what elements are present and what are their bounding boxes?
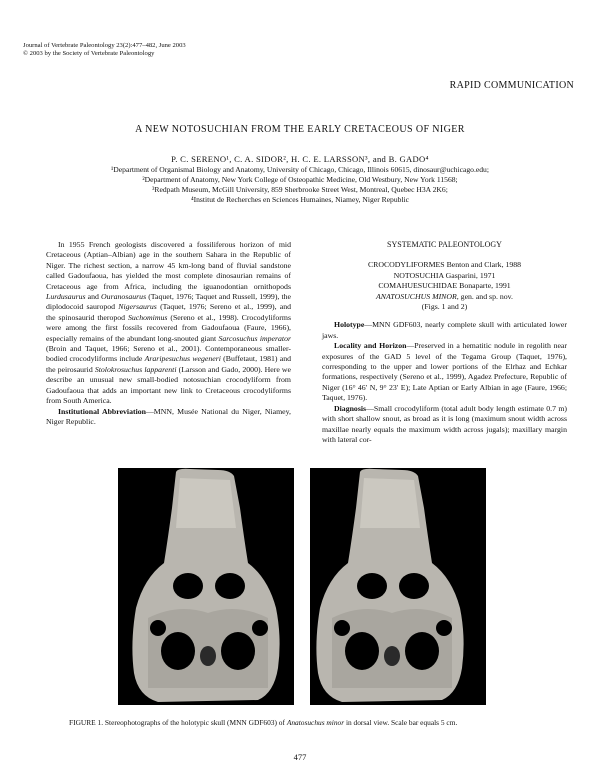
skull-stereo-photo-right: [310, 468, 486, 705]
page-number: 477: [293, 752, 307, 762]
affiliations: [0, 165, 600, 205]
taxonomy-block: [322, 260, 567, 312]
skull-stereo-photo-left: [118, 468, 294, 705]
diagnosis-paragraph: Diagnosis—Small crocodyliform (total adult body length estimate 0.7 m) with short shallow snout, as broad as it is long (maximum snout width across maxillae nearly equals the maximum width across jugals); maxillary margin with lateral cor-: [322, 403, 567, 444]
affiliation-3: ³Redpath Museum, McGill University, 859 Sherbrooke Street West, Montreal, Quebec H3A 2K6;: [152, 185, 448, 194]
locality-paragraph: Locality and Horizon—Preserved in a hematitic nodule in regolith near exposures of the GAD 5 level of the Tegama Group (Taquet, 1976), corresponding to the upper and lower portions of the Elrhaz and Echkar formations, respectively (Sereno et al., 1999), Agadez Prefecture, Republic of Niger (16° 46′ N, 9° 23′ E); Late Aptian or Early Albian in age (Faure, 1966; Taquet, 1976).: [322, 341, 567, 403]
affiliation-4: ⁴Institut de Recherches en Sciences Humaines, Niamey, Niger Republic: [190, 195, 410, 204]
taxon-line: CROCODYLIFORMES Benton and Clark, 1988: [367, 260, 522, 270]
intro-paragraph: In 1955 French geologists discovered a fossiliferous horizon of mid Cretaceous (Aptian–Albian) age in the southern Sahara in the Republic of Niger. The richest section, a narrow 45 km-long band of fluvial sandstone called Gadoufaoua, has yielded the most complete dinosaurian remains of Cretaceous age from Africa, including the iguanodontian ornithopods Lurdusaurus and Ouranosaurus (Taquet, 1976; Taquet and Russell, 1999), the diplodocoid sauropod Nigersaurus (Taquet, 1976; Sereno et al., 1999), and the spinosaurid theropod Suchomimus (Sereno et al., 1998). Crocodyliforms were among the first fossils recovered from Gadoufaoua (Faure, 1966), especially remains of the abundant long-snouted giant Sarcosuchus imperator (Broin and Taquet, 1966; Sereno et al., 2001). Contemporaneous smaller-bodied crocodyliforms include Araripesuchus wegeneri (Buffetaut, 1981) and the peirosaurid Stolokrosuchus lapparenti (Larsson and Gado, 2000). Here we describe an unusual new small-bodied notosuchian crocodyliform from Gadoufaoua that adds an important new link to Cretaceous crocodyliforms from South America.: [46, 240, 292, 406]
left-column: [46, 240, 291, 427]
affiliation-1: ¹Department of Organismal Biology and Anatomy, University of Chicago, Chicago, Illinois 60615, dinosaur@uchicago.edu;: [111, 165, 489, 174]
taxon-line: COMAHUESUCHIDAE Bonaparte, 1991: [378, 281, 511, 291]
scale-bar: [481, 542, 484, 654]
systematic-heading: SYSTEMATIC PALEONTOLOGY: [387, 240, 502, 249]
article-title: A NEW NOTOSUCHIAN FROM THE EARLY CRETACEOUS OF NIGER: [135, 124, 465, 135]
taxon-line: NOTOSUCHIA Gasparini, 1971: [393, 270, 496, 280]
affiliation-2: ²Department of Anatomy, New York College of Osteopathic Medicine, Old Westbury, New York 11568;: [142, 175, 458, 184]
holotype-paragraph: Holotype—MNN GDF603, nearly complete skull with articulated lower jaws.: [322, 320, 567, 340]
right-column: [322, 240, 567, 445]
author-list: P. C. SERENO¹, C. A. SIDOR², H. C. E. LARSSON³, and B. GADO⁴: [171, 154, 429, 164]
abbreviation-paragraph: Institutional Abbreviation—MNN, Musée National du Niger, Niamey, Niger Republic.: [46, 406, 291, 426]
figure-caption: FIGURE 1. Stereophotographs of the holotypic skull (MNN GDF603) of Anatosuchus minor in dorsal view. Scale bar equals 5 cm.: [69, 718, 458, 727]
figure-reference: (Figs. 1 and 2): [421, 302, 468, 312]
journal-copyright: © 2003 by the Society of Vertebrate Paleontology: [23, 49, 155, 57]
journal-citation: Journal of Vertebrate Paleontology 23(2):477–482, June 2003: [23, 42, 186, 49]
section-label: RAPID COMMUNICATION: [449, 80, 574, 91]
new-taxon-line: ANATOSUCHUS MINOR, gen. and sp. nov.: [375, 291, 514, 301]
journal-header: [23, 42, 186, 57]
figure-1: [118, 468, 488, 705]
